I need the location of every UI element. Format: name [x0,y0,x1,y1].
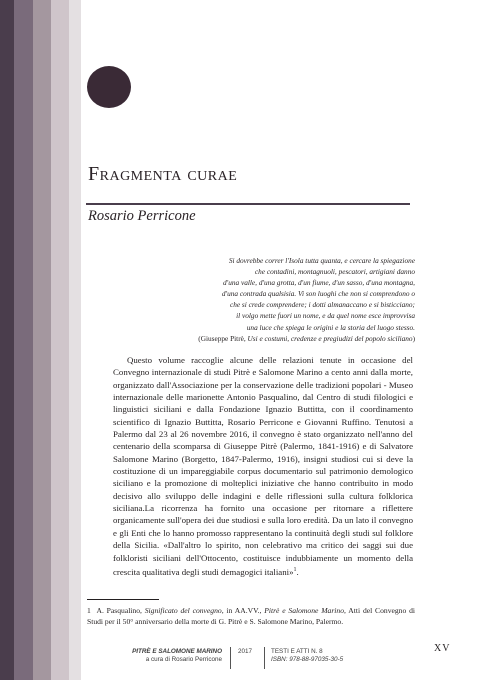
footnote-number: 1 [87,606,91,615]
epigraph-source: (Giuseppe Pitrè, Usi e costumi, credenze e pregiudizi del popolo siciliano) [198,333,415,343]
epigraph [145,255,415,344]
stripe-lightest [69,0,81,680]
chapter-marker-dot [87,66,131,108]
decorative-side-stripes [0,0,81,680]
epigraph-line: d'una contrada qualsisia. Vi son luoghi che non si comprendono o [221,289,415,299]
footnote-reference[interactable]: 1 [293,566,297,573]
epigraph-line: una luce che spiega le origini e la storia del luogo stesso. [246,322,415,332]
footer-isbn: ISBN: 978-88-97035-30-5 [271,656,344,664]
epigraph-line: il volgo mette fuori un nome, e da quel nome esce improvvisa [236,311,415,321]
epigraph-line: Si dovrebbe correr l'Isola tutta quanta, e cercare la spiegazione [228,256,415,265]
footer-book-info [128,648,222,665]
footnote: 1 A. Pasqualino, Significato del convegno, in AA.VV., Pitrè e Salomone Marino, Atti del Convegno di Studi per il 50° anniversario della morte di G. Pitrè e S. Salomone Marino, Palermo. [87,606,416,626]
body-paragraph: Questo volume raccoglie alcune delle relazioni tenute in occasione del Convegno internazionale di studi Pitrè e Salomone Marino a cento anni dalla morte, organizzato dall'Associazione per la conservazione delle tradizioni popolari - Museo internazionale delle marionette Antonio Pasqualino, dal Centro di studi filologici e linguistici siciliani e dalla Fondazione Ignazio Buttitta, con il coordinamento scientifico di Ignazio Buttitta, Rosario Perricone e Giovanni Ruffino. Tenutosi a Palermo dal 23 al 26 novembre 2016, il convegno è stato organizzato nell'anno del centenario della scomparsa di Giuseppe Pitrè (Palermo, 1841-1916) e di Salvatore Salomone Marino (Borgetto, 1847-Palermo, 1916), insigni studiosi cui si deve la costituzione di un impareggiabile corpus documentario sul patrimonio demologico siciliano e la promozione di molteplici iniziative che hanno contribuito in modo decisivo allo sviluppo delle indagini e delle riflessioni sulla cultura folklorica siciliana.La ricorrenza ha fornito una occasione per ritornare a riflettere organicamente sull'opera dei due studiosi e sulla loro eredità. Da un lato il convegno e gli Enti che lo hanno promosso rappresentano la continuità degli studi sul folklore della Sicilia. «Dall'altro lo spirito, non celebrativo ma critico dei saggi sui due folkloristi siciliani dell'Ottocento, costituisce indubbiamente un momento della crescita qualitativa degli studi demagogici italiani»$^1$. [113,355,413,577]
stripe-light [33,0,51,680]
footer-series-info [271,648,343,665]
footer-book-title: PITRÈ E SALOMONE MARINO [132,648,222,655]
title-rule [86,203,410,205]
footer-year: 2017 [238,648,253,655]
epigraph-line: d'una valle, d'una grotta, d'un fiume, d'un sasso, d'una montagna, [223,278,415,288]
body-text [113,354,413,578]
epigraph-source-title: Usi e costumi, credenze e pregiudizi del popolo siciliano [247,333,413,343]
chapter-title: Fragmenta curae [88,163,238,185]
footnote-rule [87,599,159,600]
footer-divider [264,647,265,669]
stripe-lighter [51,0,69,680]
footer-series: TESTI E ATTI N. 8 [271,648,323,655]
epigraph-line: che si crede comprendere; i dotti almanaccano e si bisticciano; [229,300,415,310]
stripe-dark [0,0,14,680]
stripe-medium [14,0,33,680]
page-number: XV [434,643,451,654]
footer-divider [230,647,231,669]
chapter-author: Rosario Perricone [88,208,196,224]
epigraph-line: che contadini, montagnuoli, pescatori, artigiani danno [254,267,415,277]
footer-editor: a cura di Rosario Perricone [145,656,222,664]
